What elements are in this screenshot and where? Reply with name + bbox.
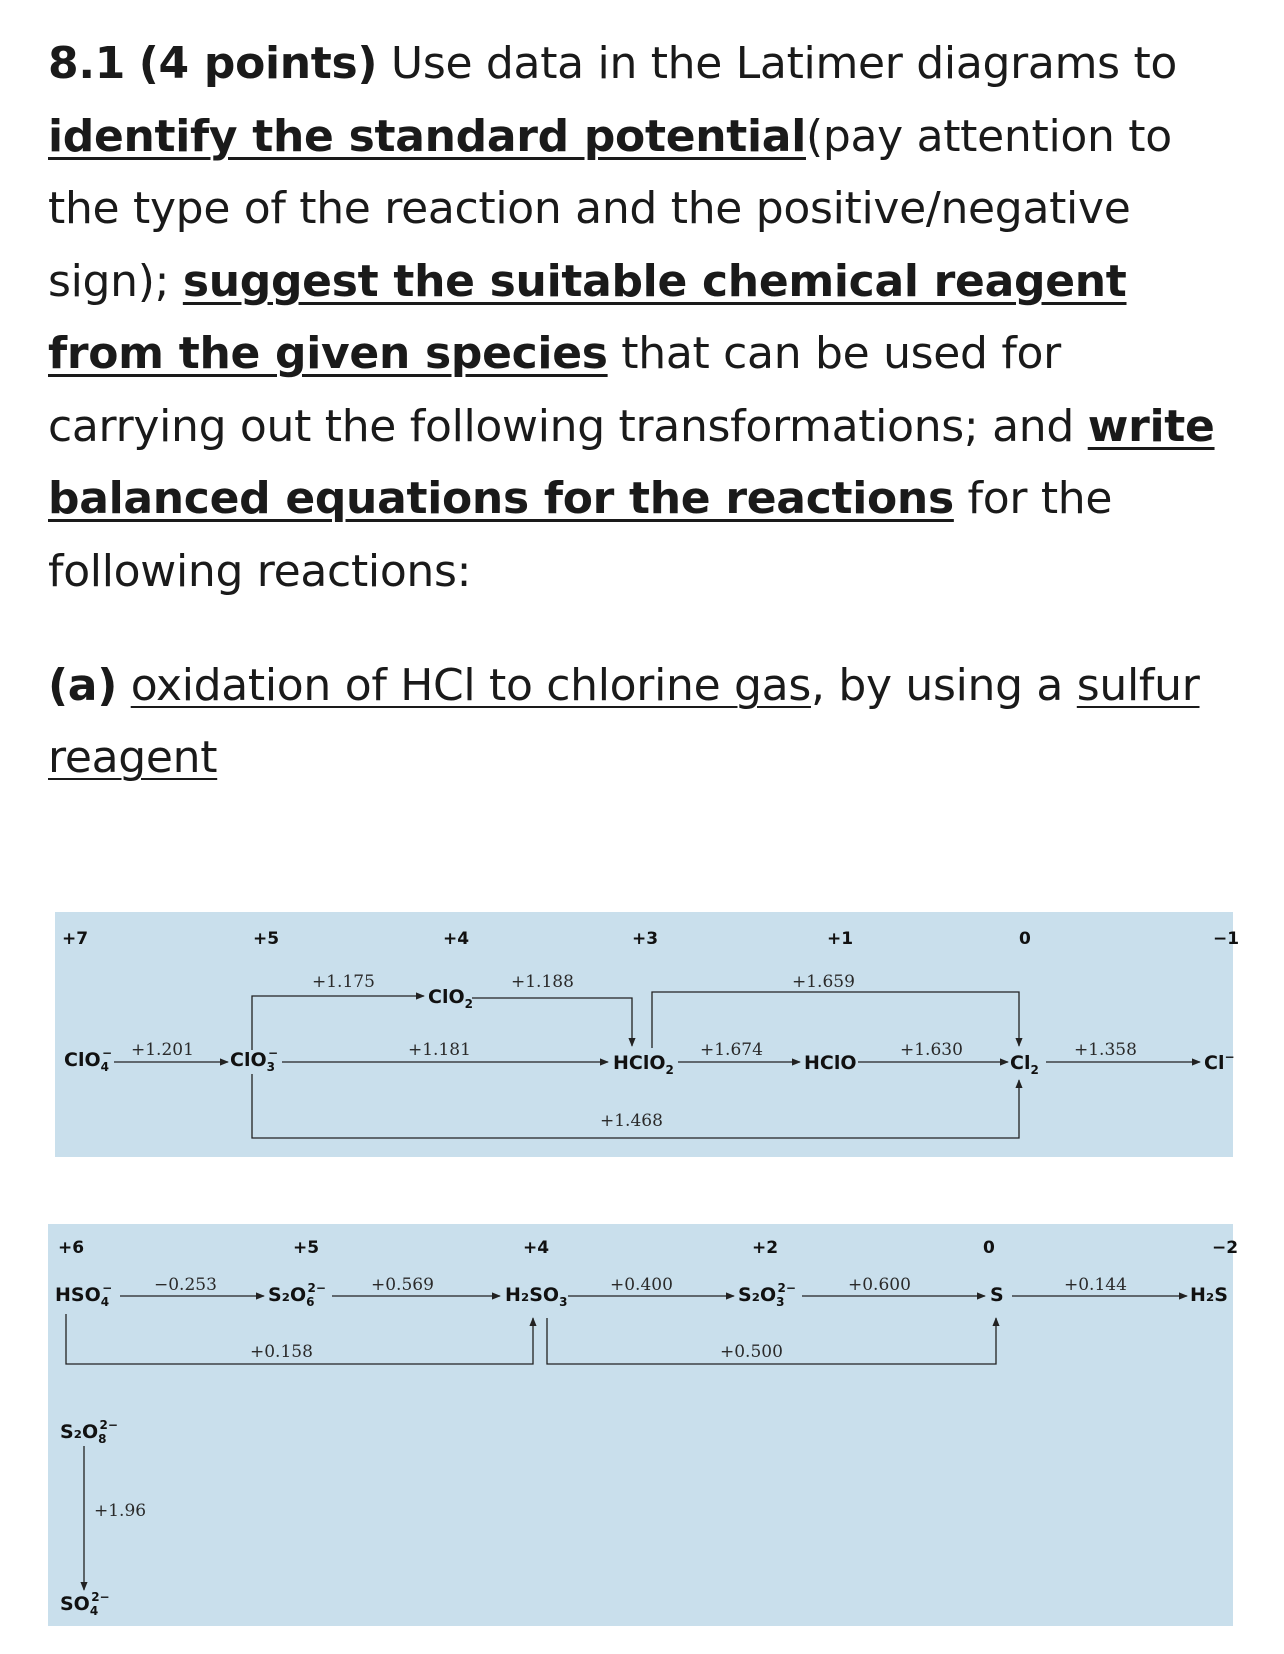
species-h2so3: $H_2SO_3$: [505, 1284, 568, 1309]
s-ox-state-plus6: +6: [58, 1238, 85, 1258]
pot-s2o3-s: +0.600: [848, 1275, 911, 1295]
species-clo2: ClO$_2$: [428, 986, 473, 1011]
species-s2o3-2minus: $S_2O_32-$: [738, 1281, 796, 1309]
s-ox-state-plus2: +2: [752, 1238, 779, 1258]
species-cl2: $Cl_2$: [1010, 1052, 1039, 1077]
task-identify-potential: identify the standard potential: [48, 110, 806, 162]
species-hclo: HClO: [804, 1052, 857, 1074]
s-ox-state-minus2: −2: [1212, 1238, 1239, 1258]
cl-ox-state-zero: 0: [1019, 929, 1031, 949]
pot-clo3-hclo2: +1.181: [408, 1040, 471, 1060]
cl-ox-state-plus5: +5: [253, 929, 280, 949]
part-a-reagent: sulfur reagent: [48, 660, 1200, 783]
cl-ox-state-plus4: +4: [443, 929, 470, 949]
pot-h2so3-s: +0.500: [720, 1342, 783, 1362]
task-suggest-reagent: suggest the suitable chemical reagent from the given species: [48, 255, 1127, 379]
pot-s2o8-so4: +1.96: [94, 1501, 147, 1521]
species-cl-minus: Cl−: [1204, 1050, 1235, 1074]
pot-clo3-cl2: +1.468: [600, 1111, 663, 1131]
pot-cl2-clminus: +1.358: [1074, 1040, 1137, 1060]
pot-hclo2-hclo: +1.674: [700, 1040, 763, 1060]
question-text-3: that can be used for carrying out the following transformations; and: [48, 328, 1088, 452]
pot-clo3-clo2: +1.175: [312, 972, 375, 992]
species-s2o6-2minus: $S_2O_62-$: [268, 1281, 326, 1309]
cl-ox-state-plus3: +3: [632, 929, 659, 949]
species-clo3-minus: ClO$_3$−: [230, 1046, 279, 1074]
chlorine-latimer-diagram: [55, 912, 1239, 1157]
pot-s2o6-h2so3: +0.569: [371, 1275, 434, 1295]
species-clo4-minus: ClO$_4$−: [64, 1046, 113, 1074]
cl-ox-state-plus7: +7: [62, 929, 89, 949]
pot-s-h2s: +0.144: [1064, 1275, 1127, 1295]
species-h2s: H₂S: [1190, 1284, 1228, 1306]
sulfur-latimer-diagram: [48, 1224, 1238, 1626]
question-text-4: for the following reactions:: [48, 473, 1113, 597]
pot-hclo2-cl2: +1.659: [792, 972, 855, 992]
cl-ox-state-minus1: −1: [1213, 929, 1240, 949]
s-ox-state-plus5: +5: [293, 1238, 320, 1258]
pot-hso4-s2o6: −0.253: [154, 1275, 217, 1295]
pot-hclo-cl2: +1.630: [900, 1040, 963, 1060]
pot-hso4-h2so3: +0.158: [250, 1342, 313, 1362]
question-text-1: Use data in the Latimer diagrams to: [377, 38, 1178, 89]
species-hso4-minus: $HSO_4-$: [55, 1281, 113, 1309]
species-sulfur: S: [990, 1284, 1004, 1306]
part-a-task: oxidation of HCl to chlorine gas: [130, 660, 811, 711]
species-s2o8-2minus: $S_2O_82-$: [60, 1418, 118, 1446]
question-points: (4 points): [138, 38, 378, 89]
species-so4-2minus: $SO_42-$: [60, 1590, 110, 1618]
part-a-label: (a): [48, 660, 118, 711]
question-text-2: (pay attention to the type of the reaction and the positive/negative sign);: [48, 110, 1172, 307]
s-ox-state-zero: 0: [983, 1238, 995, 1258]
task-write-equations: write balanced equations for the reactions: [48, 400, 1215, 524]
part-a-text: , by using a: [810, 660, 1077, 711]
pot-clo2-hclo2: +1.188: [511, 972, 574, 992]
pot-h2so3-s2o3: +0.400: [610, 1275, 673, 1295]
cl-ox-state-plus1: +1: [827, 929, 854, 949]
species-hclo2: HClO$_2$: [613, 1052, 674, 1077]
s-ox-state-plus4: +4: [523, 1238, 550, 1258]
question-number: 8.1: [48, 38, 126, 89]
pot-clo4-clo3: +1.201: [131, 1040, 194, 1060]
